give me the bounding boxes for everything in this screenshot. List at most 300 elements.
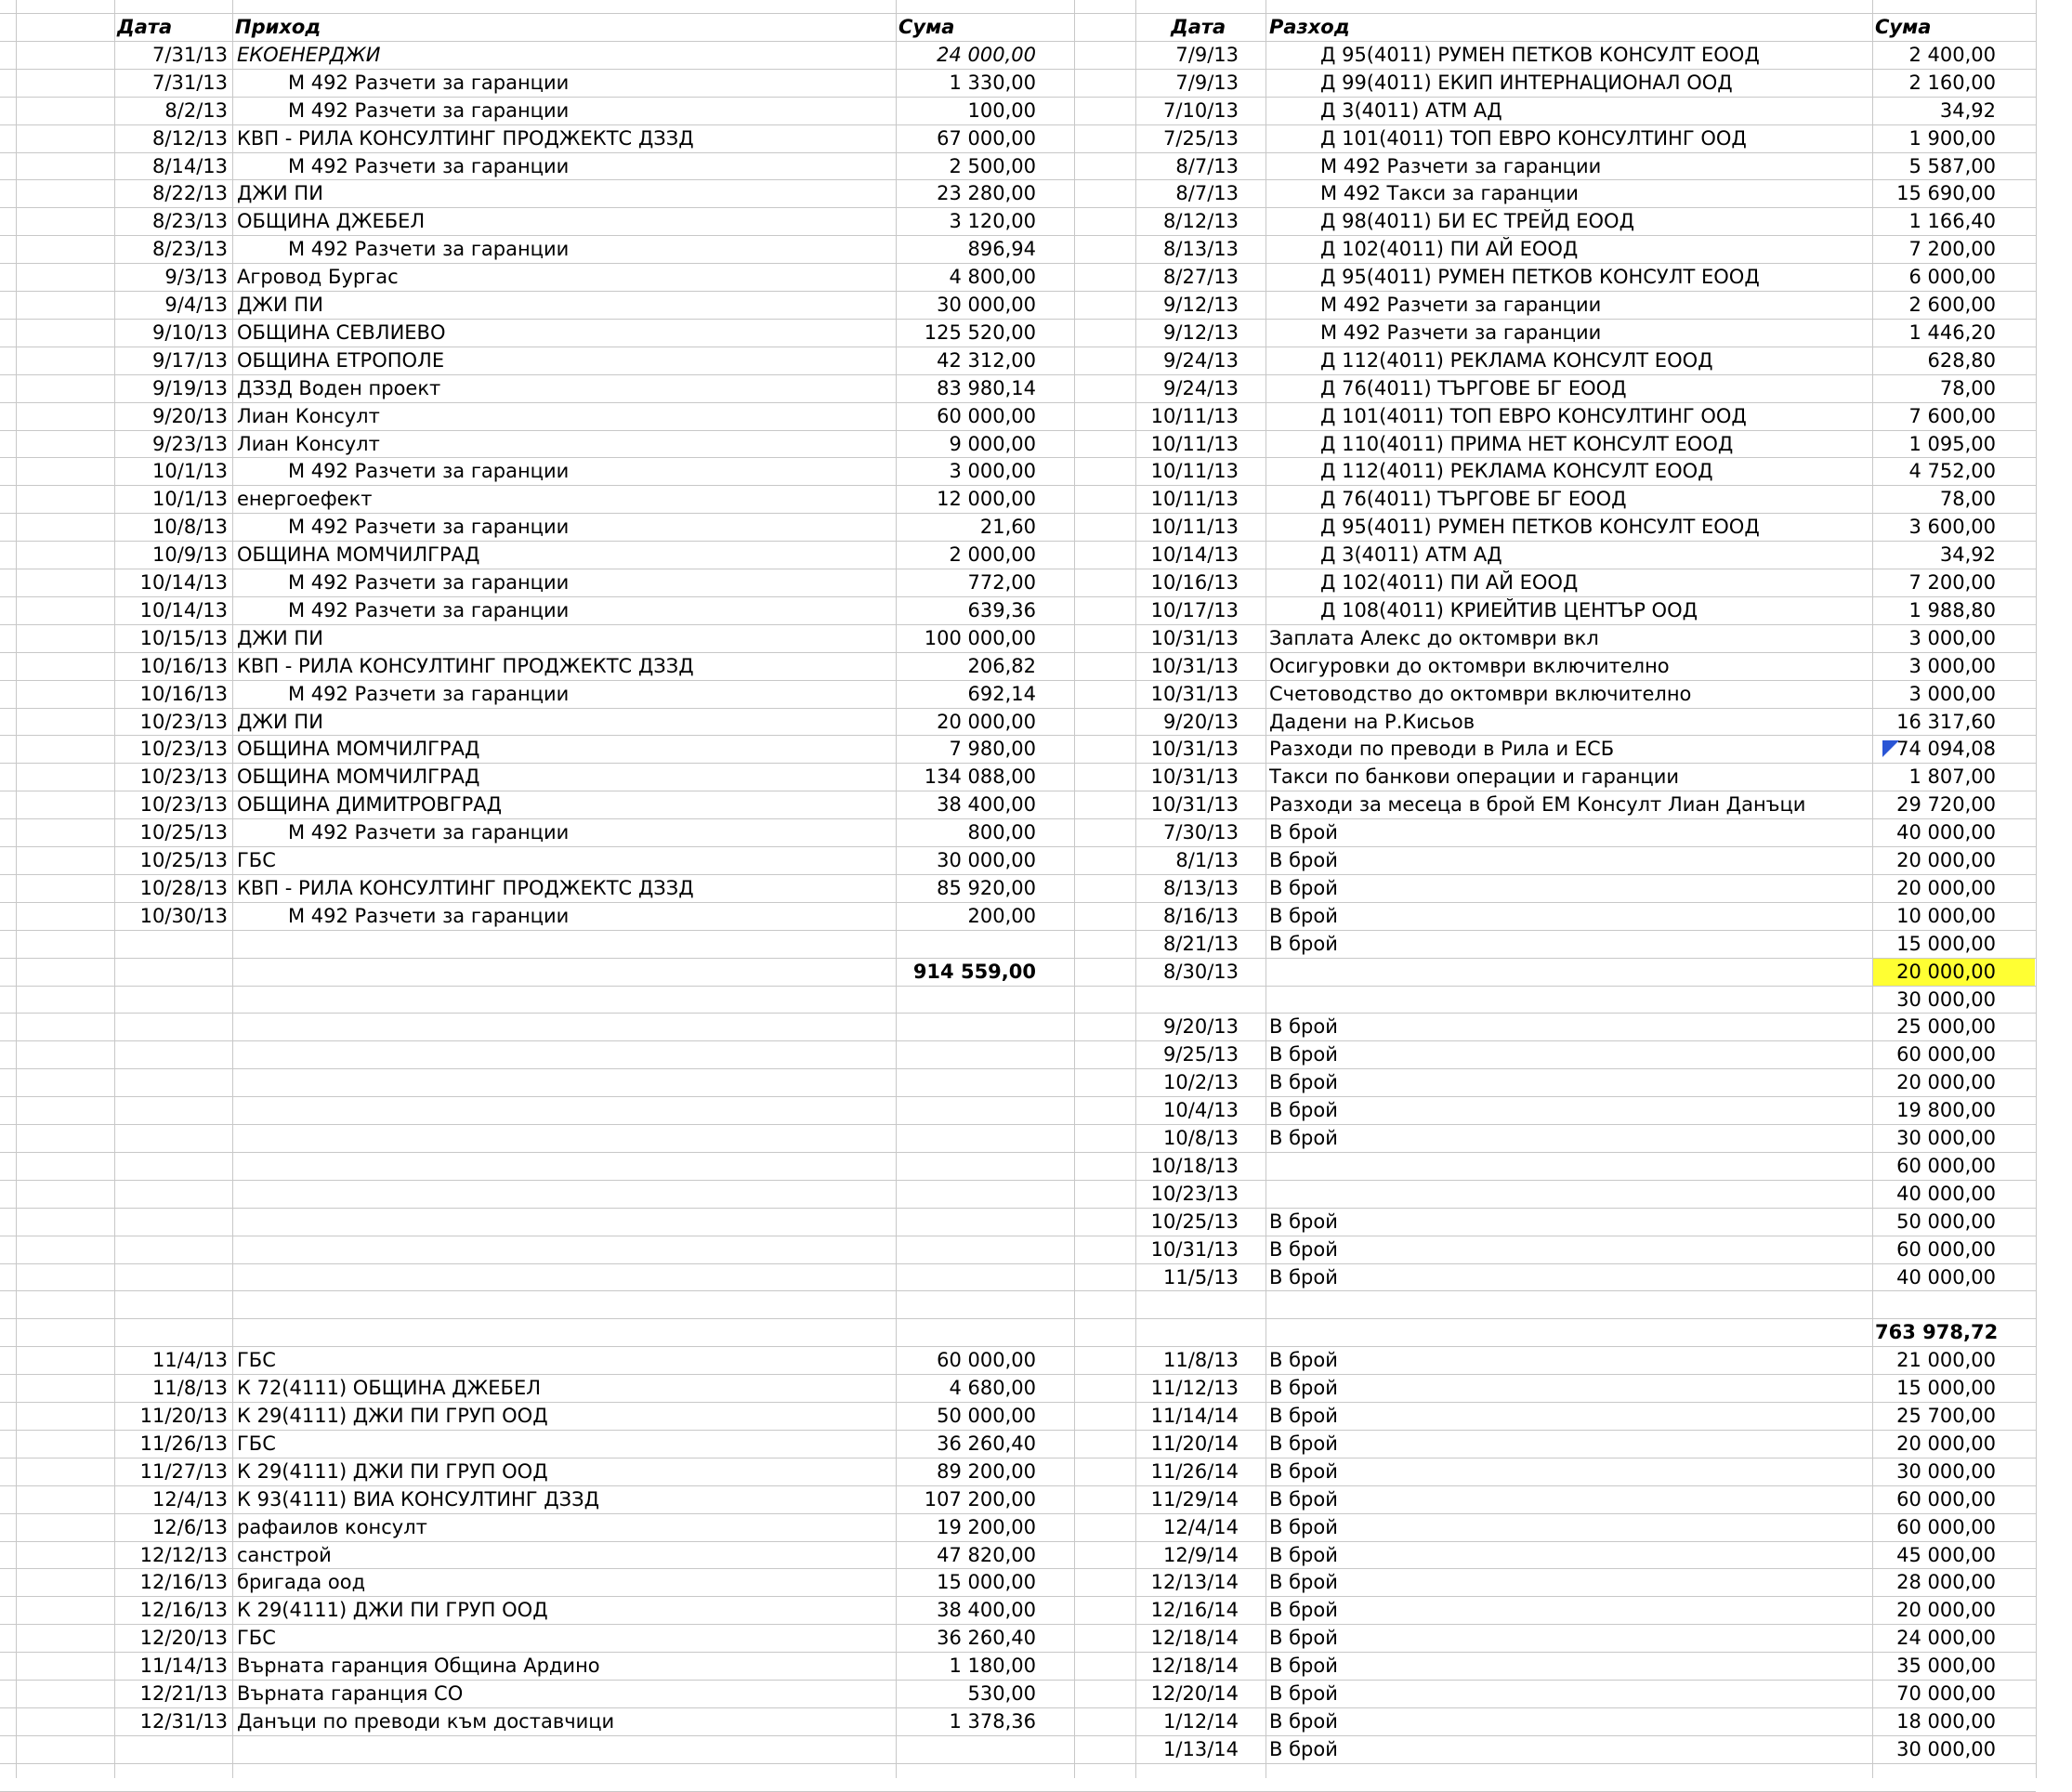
income-amount[interactable]: 639,36 bbox=[967, 599, 1036, 621]
expense-date[interactable]: 10/31/13 bbox=[1150, 793, 1239, 816]
expense-date[interactable] bbox=[1138, 986, 1239, 1014]
income-date[interactable]: 10/16/13 bbox=[139, 655, 228, 677]
income-amount[interactable]: 19 200,00 bbox=[937, 1516, 1036, 1538]
income-amount[interactable]: 3 000,00 bbox=[949, 460, 1036, 482]
income-description[interactable]: КВП - РИЛА КОНСУЛТИНГ ПРОДЖЕКТС ДЗЗД bbox=[237, 655, 694, 677]
expense-description[interactable]: В брой bbox=[1269, 1544, 1338, 1566]
income-amount[interactable]: 60 000,00 bbox=[937, 1349, 1036, 1371]
income-date[interactable]: 7/31/13 bbox=[152, 72, 228, 94]
income-date[interactable]: 9/23/13 bbox=[152, 433, 228, 455]
income-date[interactable]: 9/19/13 bbox=[152, 377, 228, 399]
expense-description[interactable] bbox=[1269, 1180, 1868, 1208]
income-amount[interactable]: 38 400,00 bbox=[937, 1599, 1036, 1621]
income-date[interactable]: 12/21/13 bbox=[139, 1682, 228, 1705]
expense-description[interactable]: В брой bbox=[1269, 1043, 1338, 1066]
expense-date[interactable]: 9/25/13 bbox=[1163, 1043, 1239, 1066]
expense-description[interactable]: Д 102(4011) ПИ АЙ ЕООД bbox=[1320, 571, 1579, 594]
expense-amount[interactable]: 20 000,00 bbox=[1896, 849, 1996, 871]
expense-amount[interactable]: 15 000,00 bbox=[1896, 933, 1996, 955]
income-date[interactable]: 10/23/13 bbox=[139, 793, 228, 816]
income-amount[interactable]: 107 200,00 bbox=[924, 1488, 1036, 1511]
expense-date[interactable]: 12/18/14 bbox=[1150, 1627, 1239, 1649]
income-date[interactable]: 10/15/13 bbox=[139, 627, 228, 649]
expense-amount[interactable]: 60 000,00 bbox=[1896, 1043, 1996, 1066]
expense-description[interactable]: В брой bbox=[1269, 877, 1338, 899]
header-expense-date[interactable]: Дата bbox=[1171, 16, 1226, 38]
expense-description[interactable] bbox=[1269, 958, 1868, 986]
expense-date[interactable]: 12/16/14 bbox=[1150, 1599, 1239, 1621]
expense-description[interactable]: В брой bbox=[1269, 1627, 1338, 1649]
expense-description[interactable]: Д 108(4011) КРИЕЙТИВ ЦЕНТЪР ООД bbox=[1320, 599, 1698, 621]
income-amount[interactable]: 30 000,00 bbox=[937, 849, 1036, 871]
income-amount[interactable]: 47 820,00 bbox=[937, 1544, 1036, 1566]
income-description[interactable]: ОБЩИНА ДЖЕБЕЛ bbox=[237, 210, 426, 232]
expense-amount[interactable]: 4 752,00 bbox=[1908, 460, 1996, 482]
income-date[interactable]: 10/14/13 bbox=[139, 599, 228, 621]
expense-description[interactable]: В брой bbox=[1269, 1599, 1338, 1621]
expense-date[interactable]: 11/29/14 bbox=[1150, 1488, 1239, 1511]
expense-date[interactable]: 10/31/13 bbox=[1150, 655, 1239, 677]
expense-date[interactable]: 11/5/13 bbox=[1163, 1266, 1239, 1288]
expense-description[interactable]: В брой bbox=[1269, 1127, 1338, 1149]
expense-description[interactable]: В брой bbox=[1269, 1516, 1338, 1538]
expense-amount[interactable]: 40 000,00 bbox=[1896, 821, 1996, 844]
expense-description[interactable]: М 492 Такси за гаранции bbox=[1320, 182, 1579, 204]
expense-date[interactable]: 11/8/13 bbox=[1163, 1349, 1239, 1371]
expense-description[interactable]: В брой bbox=[1269, 1377, 1338, 1399]
expense-date[interactable]: 10/11/13 bbox=[1150, 433, 1239, 455]
expense-description[interactable]: В брой bbox=[1269, 1238, 1338, 1261]
expense-amount[interactable]: 15 690,00 bbox=[1896, 182, 1996, 204]
expense-date[interactable]: 12/13/14 bbox=[1150, 1571, 1239, 1593]
expense-date[interactable]: 7/9/13 bbox=[1175, 44, 1239, 66]
expense-description[interactable]: В брой bbox=[1269, 1266, 1338, 1288]
income-amount[interactable]: 83 980,14 bbox=[937, 377, 1036, 399]
income-date[interactable]: 10/9/13 bbox=[152, 543, 228, 566]
income-amount[interactable]: 20 000,00 bbox=[937, 711, 1036, 733]
expense-description[interactable]: М 492 Разчети за гаранции bbox=[1320, 294, 1602, 316]
header-income-amount[interactable]: Сума bbox=[898, 16, 955, 38]
income-amount[interactable]: 1 378,36 bbox=[949, 1710, 1036, 1733]
expense-description[interactable]: В брой bbox=[1269, 849, 1338, 871]
income-amount[interactable]: 38 400,00 bbox=[937, 793, 1036, 816]
expense-description[interactable]: Счетоводство до октомври включително bbox=[1269, 683, 1692, 705]
income-description[interactable]: ОБЩИНА ДИМИТРОВГРАД bbox=[237, 793, 503, 816]
income-description[interactable]: енергоефект bbox=[237, 488, 373, 510]
income-description[interactable]: Лиан Консулт bbox=[237, 405, 380, 427]
income-description[interactable]: ГБС bbox=[237, 1432, 276, 1455]
expense-amount[interactable]: 2 600,00 bbox=[1908, 294, 1996, 316]
income-date[interactable]: 9/17/13 bbox=[152, 349, 228, 372]
income-description[interactable]: Агровод Бургас bbox=[237, 266, 399, 288]
expense-date[interactable]: 8/27/13 bbox=[1163, 266, 1239, 288]
income-amount[interactable]: 896,94 bbox=[967, 238, 1036, 260]
income-description[interactable]: Върната гаранция СО bbox=[237, 1682, 464, 1705]
expense-amount[interactable]: 28 000,00 bbox=[1896, 1571, 1996, 1593]
income-amount[interactable]: 1 330,00 bbox=[949, 72, 1036, 94]
expense-amount[interactable]: 24 000,00 bbox=[1896, 1627, 1996, 1649]
income-date[interactable]: 8/2/13 bbox=[164, 99, 228, 122]
income-description[interactable]: М 492 Разчети за гаранции bbox=[288, 571, 570, 594]
income-date[interactable]: 9/4/13 bbox=[164, 294, 228, 316]
income-date[interactable]: 9/20/13 bbox=[152, 405, 228, 427]
expense-description[interactable]: Д 102(4011) ПИ АЙ ЕООД bbox=[1320, 238, 1579, 260]
income-amount[interactable]: 772,00 bbox=[967, 571, 1036, 594]
expense-amount[interactable]: 20 000,00 bbox=[1896, 1432, 1996, 1455]
expense-description[interactable] bbox=[1269, 986, 1868, 1014]
income-amount[interactable]: 125 520,00 bbox=[924, 321, 1036, 344]
expense-date[interactable]: 1/12/14 bbox=[1163, 1710, 1239, 1733]
expense-amount[interactable]: 30 000,00 bbox=[1896, 1127, 1996, 1149]
expense-description[interactable]: Такси по банкови операции и гаранции bbox=[1269, 765, 1679, 788]
income-amount[interactable]: 4 800,00 bbox=[949, 266, 1036, 288]
income-amount[interactable]: 100 000,00 bbox=[924, 627, 1036, 649]
expense-description[interactable]: В брой bbox=[1269, 1210, 1338, 1233]
expense-date[interactable]: 8/7/13 bbox=[1175, 182, 1239, 204]
expense-date[interactable]: 7/25/13 bbox=[1163, 127, 1239, 150]
expense-date[interactable]: 9/12/13 bbox=[1163, 294, 1239, 316]
income-description[interactable]: ДЖИ ПИ bbox=[237, 182, 323, 204]
expense-description[interactable]: Д 3(4011) АТМ АД bbox=[1320, 99, 1502, 122]
income-date[interactable]: 10/1/13 bbox=[152, 460, 228, 482]
income-amount[interactable]: 67 000,00 bbox=[937, 127, 1036, 150]
expense-amount[interactable]: 78,00 bbox=[1939, 488, 1996, 510]
expense-amount[interactable]: 60 000,00 bbox=[1896, 1488, 1996, 1511]
expense-amount[interactable]: 30 000,00 bbox=[1896, 1738, 1996, 1760]
expense-amount[interactable]: 7 200,00 bbox=[1908, 571, 1996, 594]
expense-amount[interactable]: 34,92 bbox=[1939, 543, 1996, 566]
expense-amount[interactable]: 40 000,00 bbox=[1896, 1266, 1996, 1288]
expense-description[interactable]: Д 76(4011) ТЪРГОВЕ БГ ЕООД bbox=[1320, 488, 1627, 510]
expense-amount[interactable]: 50 000,00 bbox=[1896, 1210, 1996, 1233]
expense-description[interactable]: В брой bbox=[1269, 1488, 1338, 1511]
income-date[interactable]: 9/10/13 bbox=[152, 321, 228, 344]
expense-amount[interactable]: 1 900,00 bbox=[1908, 127, 1996, 150]
income-description[interactable]: М 492 Разчети за гаранции bbox=[288, 821, 570, 844]
expense-date[interactable]: 10/11/13 bbox=[1150, 516, 1239, 538]
income-date[interactable]: 8/23/13 bbox=[152, 210, 228, 232]
expense-description[interactable]: Д 112(4011) РЕКЛАМА КОНСУЛТ ЕООД bbox=[1320, 460, 1713, 482]
expense-description[interactable]: Д 101(4011) ТОП ЕВРО КОНСУЛТИНГ ООД bbox=[1320, 127, 1747, 150]
expense-amount[interactable]: 3 000,00 bbox=[1908, 683, 1996, 705]
expense-date[interactable]: 7/30/13 bbox=[1163, 821, 1239, 844]
expense-amount[interactable]: 1 807,00 bbox=[1908, 765, 1996, 788]
expense-amount[interactable]: 18 000,00 bbox=[1896, 1710, 1996, 1733]
income-date[interactable]: 10/30/13 bbox=[139, 905, 228, 927]
expense-description[interactable]: Заплата Алекс до октомври вкл bbox=[1269, 627, 1599, 649]
income-date[interactable]: 10/25/13 bbox=[139, 849, 228, 871]
expense-amount[interactable]: 45 000,00 bbox=[1896, 1544, 1996, 1566]
income-date[interactable]: 12/31/13 bbox=[139, 1710, 228, 1733]
income-amount[interactable]: 60 000,00 bbox=[937, 405, 1036, 427]
income-date[interactable]: 7/31/13 bbox=[152, 44, 228, 66]
income-date[interactable]: 10/23/13 bbox=[139, 711, 228, 733]
expense-amount[interactable]: 3 600,00 bbox=[1908, 516, 1996, 538]
income-date[interactable]: 11/4/13 bbox=[152, 1349, 228, 1371]
expense-date[interactable]: 10/31/13 bbox=[1150, 738, 1239, 760]
expense-description[interactable] bbox=[1269, 1152, 1868, 1180]
income-date[interactable]: 12/20/13 bbox=[139, 1627, 228, 1649]
income-description[interactable]: ОБЩИНА МОМЧИЛГРАД bbox=[237, 543, 480, 566]
income-description[interactable]: М 492 Разчети за гаранции bbox=[288, 599, 570, 621]
expenses-total[interactable]: 763 978,72 bbox=[1875, 1321, 1999, 1343]
expense-date[interactable]: 1/13/14 bbox=[1163, 1738, 1239, 1760]
income-amount[interactable]: 89 200,00 bbox=[937, 1460, 1036, 1483]
income-amount[interactable]: 134 088,00 bbox=[924, 765, 1036, 788]
income-amount[interactable]: 800,00 bbox=[967, 821, 1036, 844]
income-date[interactable]: 8/23/13 bbox=[152, 238, 228, 260]
expense-description[interactable]: В брой bbox=[1269, 933, 1338, 955]
expense-date[interactable]: 8/16/13 bbox=[1163, 905, 1239, 927]
income-date[interactable]: 10/23/13 bbox=[139, 738, 228, 760]
expense-date[interactable]: 8/1/13 bbox=[1175, 849, 1239, 871]
expense-amount[interactable]: 40 000,00 bbox=[1896, 1183, 1996, 1205]
expense-amount[interactable]: 60 000,00 bbox=[1896, 1516, 1996, 1538]
income-date[interactable]: 11/27/13 bbox=[139, 1460, 228, 1483]
expense-description[interactable]: Д 112(4011) РЕКЛАМА КОНСУЛТ ЕООД bbox=[1320, 349, 1713, 372]
expense-amount[interactable]: 1 446,20 bbox=[1908, 321, 1996, 344]
income-date[interactable]: 10/16/13 bbox=[139, 683, 228, 705]
income-date[interactable]: 10/28/13 bbox=[139, 877, 228, 899]
income-description[interactable]: ГБС bbox=[237, 1627, 276, 1649]
expense-amount[interactable]: 21 000,00 bbox=[1896, 1349, 1996, 1371]
income-amount[interactable]: 15 000,00 bbox=[937, 1571, 1036, 1593]
expense-description[interactable]: Д 3(4011) АТМ АД bbox=[1320, 543, 1502, 566]
expense-date[interactable]: 12/4/14 bbox=[1163, 1516, 1239, 1538]
expense-description[interactable]: Д 95(4011) РУМЕН ПЕТКОВ КОНСУЛТ ЕООД bbox=[1320, 44, 1760, 66]
expense-amount[interactable]: 2 400,00 bbox=[1908, 44, 1996, 66]
income-description[interactable]: М 492 Разчети за гаранции bbox=[288, 683, 570, 705]
income-amount[interactable]: 21,60 bbox=[979, 516, 1036, 538]
income-amount[interactable]: 30 000,00 bbox=[937, 294, 1036, 316]
expense-amount[interactable]: 10 000,00 bbox=[1896, 905, 1996, 927]
income-date[interactable]: 8/14/13 bbox=[152, 155, 228, 177]
income-amount[interactable]: 24 000,00 bbox=[937, 44, 1036, 66]
expense-date[interactable]: 10/11/13 bbox=[1150, 405, 1239, 427]
income-amount[interactable]: 42 312,00 bbox=[937, 349, 1036, 372]
expense-date[interactable]: 9/12/13 bbox=[1163, 321, 1239, 344]
income-description[interactable]: бригада оод bbox=[237, 1571, 366, 1593]
income-description[interactable]: М 492 Разчети за гаранции bbox=[288, 72, 570, 94]
income-amount[interactable]: 36 260,40 bbox=[937, 1432, 1036, 1455]
expense-amount[interactable]: 1 988,80 bbox=[1908, 599, 1996, 621]
income-description[interactable]: К 29(4111) ДЖИ ПИ ГРУП ООД bbox=[237, 1405, 548, 1427]
income-description[interactable]: ОБЩИНА ЕТРОПОЛЕ bbox=[237, 349, 445, 372]
income-description[interactable]: Лиан Консулт bbox=[237, 433, 380, 455]
expense-description[interactable]: В брой bbox=[1269, 1738, 1338, 1760]
header-income-date[interactable]: Дата bbox=[117, 16, 173, 38]
expense-description[interactable]: Д 110(4011) ПРИМА НЕТ КОНСУЛТ ЕООД bbox=[1320, 433, 1734, 455]
expense-description[interactable]: Разходи за месеца в брой ЕМ Консулт Лиан Данъци bbox=[1269, 793, 1806, 816]
income-amount[interactable]: 23 280,00 bbox=[937, 182, 1036, 204]
expense-date[interactable]: 7/10/13 bbox=[1163, 99, 1239, 122]
expense-date[interactable]: 8/13/13 bbox=[1163, 877, 1239, 899]
expense-amount[interactable]: 19 800,00 bbox=[1896, 1099, 1996, 1121]
expense-amount[interactable]: 74 094,08 bbox=[1896, 738, 1996, 760]
expense-description[interactable]: В брой bbox=[1269, 1349, 1338, 1371]
expense-amount[interactable]: 3 000,00 bbox=[1908, 655, 1996, 677]
expense-date[interactable]: 11/20/14 bbox=[1150, 1432, 1239, 1455]
income-amount[interactable]: 2 000,00 bbox=[949, 543, 1036, 566]
expense-description[interactable]: В брой bbox=[1269, 1405, 1338, 1427]
income-amount[interactable]: 692,14 bbox=[967, 683, 1036, 705]
expense-amount[interactable]: 3 000,00 bbox=[1908, 627, 1996, 649]
income-amount[interactable]: 12 000,00 bbox=[937, 488, 1036, 510]
income-date[interactable]: 11/20/13 bbox=[139, 1405, 228, 1427]
expense-date[interactable]: 10/2/13 bbox=[1163, 1071, 1239, 1093]
income-description[interactable]: К 29(4111) ДЖИ ПИ ГРУП ООД bbox=[237, 1460, 548, 1483]
income-amount[interactable]: 7 980,00 bbox=[949, 738, 1036, 760]
expense-description[interactable]: В брой bbox=[1269, 1710, 1338, 1733]
expense-amount[interactable]: 34,92 bbox=[1939, 99, 1996, 122]
expense-description[interactable]: Д 76(4011) ТЪРГОВЕ БГ ЕООД bbox=[1320, 377, 1627, 399]
expense-date[interactable]: 9/24/13 bbox=[1163, 349, 1239, 372]
expense-date[interactable]: 8/13/13 bbox=[1163, 238, 1239, 260]
income-description[interactable]: М 492 Разчети за гаранции bbox=[288, 516, 570, 538]
expense-amount[interactable]: 20 000,00 bbox=[1896, 877, 1996, 899]
expense-date[interactable]: 7/9/13 bbox=[1175, 72, 1239, 94]
expense-date[interactable]: 8/21/13 bbox=[1163, 933, 1239, 955]
income-amount[interactable]: 3 120,00 bbox=[949, 210, 1036, 232]
expense-amount[interactable]: 6 000,00 bbox=[1908, 266, 1996, 288]
expense-date[interactable]: 10/31/13 bbox=[1150, 683, 1239, 705]
income-date[interactable]: 11/26/13 bbox=[139, 1432, 228, 1455]
expense-date[interactable]: 10/14/13 bbox=[1150, 543, 1239, 566]
income-date[interactable]: 10/23/13 bbox=[139, 765, 228, 788]
income-date[interactable]: 12/4/13 bbox=[152, 1488, 228, 1511]
expense-date[interactable]: 10/8/13 bbox=[1163, 1127, 1239, 1149]
expense-amount[interactable]: 29 720,00 bbox=[1896, 793, 1996, 816]
income-description[interactable]: ГБС bbox=[237, 849, 276, 871]
income-amount[interactable]: 9 000,00 bbox=[949, 433, 1036, 455]
expense-description[interactable]: В брой bbox=[1269, 1099, 1338, 1121]
income-description[interactable]: К 29(4111) ДЖИ ПИ ГРУП ООД bbox=[237, 1599, 548, 1621]
header-expense[interactable]: Разход bbox=[1269, 16, 1350, 38]
expense-date[interactable]: 10/4/13 bbox=[1163, 1099, 1239, 1121]
expense-date[interactable]: 12/20/14 bbox=[1150, 1682, 1239, 1705]
income-description[interactable]: Върната гаранция Община Ардино bbox=[237, 1655, 600, 1677]
income-description[interactable]: ДЗЗД Воден проект bbox=[237, 377, 441, 399]
expense-amount[interactable]: 7 200,00 bbox=[1908, 238, 1996, 260]
expense-amount[interactable]: 20 000,00 bbox=[1896, 1599, 1996, 1621]
expense-date[interactable]: 11/26/14 bbox=[1150, 1460, 1239, 1483]
income-description[interactable]: М 492 Разчети за гаранции bbox=[288, 238, 570, 260]
expense-amount[interactable]: 20 000,00 bbox=[1896, 961, 1996, 983]
income-description[interactable]: ОБЩИНА МОМЧИЛГРАД bbox=[237, 738, 480, 760]
expense-date[interactable]: 10/11/13 bbox=[1150, 488, 1239, 510]
income-amount[interactable]: 530,00 bbox=[967, 1682, 1036, 1705]
income-amount[interactable]: 100,00 bbox=[967, 99, 1036, 122]
expense-date[interactable]: 10/16/13 bbox=[1150, 571, 1239, 594]
income-amount[interactable]: 206,82 bbox=[967, 655, 1036, 677]
income-description[interactable]: ДЖИ ПИ bbox=[237, 627, 323, 649]
expense-date[interactable]: 10/18/13 bbox=[1150, 1155, 1239, 1177]
income-description[interactable]: КВП - РИЛА КОНСУЛТИНГ ПРОДЖЕКТС ДЗЗД bbox=[237, 127, 694, 150]
expense-description[interactable]: В брой bbox=[1269, 1460, 1338, 1483]
income-amount[interactable]: 1 180,00 bbox=[949, 1655, 1036, 1677]
expense-amount[interactable]: 30 000,00 bbox=[1896, 1460, 1996, 1483]
expense-date[interactable]: 10/31/13 bbox=[1150, 1238, 1239, 1261]
expense-date[interactable]: 11/14/14 bbox=[1150, 1405, 1239, 1427]
income-description[interactable]: К 93(4111) ВИА КОНСУЛТИНГ ДЗЗД bbox=[237, 1488, 599, 1511]
expense-date[interactable]: 12/9/14 bbox=[1163, 1544, 1239, 1566]
expense-date[interactable]: 9/20/13 bbox=[1163, 711, 1239, 733]
expense-date[interactable]: 8/30/13 bbox=[1163, 961, 1239, 983]
expense-amount[interactable]: 60 000,00 bbox=[1896, 1155, 1996, 1177]
income-date[interactable]: 8/22/13 bbox=[152, 182, 228, 204]
expense-date[interactable]: 10/11/13 bbox=[1150, 460, 1239, 482]
income-date[interactable]: 12/16/13 bbox=[139, 1571, 228, 1593]
header-expense-amount[interactable]: Сума bbox=[1875, 16, 1932, 38]
expense-date[interactable]: 10/17/13 bbox=[1150, 599, 1239, 621]
income-date[interactable]: 12/12/13 bbox=[139, 1544, 228, 1566]
income-date[interactable]: 10/1/13 bbox=[152, 488, 228, 510]
income-amount[interactable]: 85 920,00 bbox=[937, 877, 1036, 899]
income-date[interactable]: 11/14/13 bbox=[139, 1655, 228, 1677]
income-date[interactable]: 8/12/13 bbox=[152, 127, 228, 150]
income-description[interactable]: ДЖИ ПИ bbox=[237, 294, 323, 316]
income-amount[interactable]: 36 260,40 bbox=[937, 1627, 1036, 1649]
expense-amount[interactable]: 78,00 bbox=[1939, 377, 1996, 399]
expense-description[interactable]: Д 95(4011) РУМЕН ПЕТКОВ КОНСУЛТ ЕООД bbox=[1320, 516, 1760, 538]
income-description[interactable]: М 492 Разчети за гаранции bbox=[288, 155, 570, 177]
income-date[interactable]: 10/14/13 bbox=[139, 571, 228, 594]
expense-description[interactable]: М 492 Разчети за гаранции bbox=[1320, 155, 1602, 177]
expense-amount[interactable]: 628,80 bbox=[1927, 349, 1996, 372]
expense-date[interactable]: 8/7/13 bbox=[1175, 155, 1239, 177]
income-date[interactable]: 10/25/13 bbox=[139, 821, 228, 844]
expense-date[interactable]: 10/31/13 bbox=[1150, 765, 1239, 788]
income-amount[interactable]: 50 000,00 bbox=[937, 1405, 1036, 1427]
expense-description[interactable]: М 492 Разчети за гаранции bbox=[1320, 321, 1602, 344]
income-description[interactable]: ГБС bbox=[237, 1349, 276, 1371]
header-income[interactable]: Приход bbox=[235, 16, 321, 38]
income-amount[interactable]: 2 500,00 bbox=[949, 155, 1036, 177]
expense-date[interactable]: 8/12/13 bbox=[1163, 210, 1239, 232]
expense-description[interactable]: Разходи по преводи в Рила и ЕСБ bbox=[1269, 738, 1615, 760]
income-date[interactable]: 10/8/13 bbox=[152, 516, 228, 538]
comment-indicator-icon[interactable] bbox=[1882, 740, 1899, 757]
expense-description[interactable]: В брой bbox=[1269, 1655, 1338, 1677]
income-date[interactable]: 12/16/13 bbox=[139, 1599, 228, 1621]
expense-date[interactable]: 10/23/13 bbox=[1150, 1183, 1239, 1205]
income-description[interactable]: ДЖИ ПИ bbox=[237, 711, 323, 733]
income-description[interactable]: М 492 Разчети за гаранции bbox=[288, 460, 570, 482]
expense-amount[interactable]: 30 000,00 bbox=[1896, 988, 1996, 1011]
expense-description[interactable]: Осигуровки до октомври включително bbox=[1269, 655, 1670, 677]
income-description[interactable]: М 492 Разчети за гаранции bbox=[288, 905, 570, 927]
expense-amount[interactable]: 20 000,00 bbox=[1896, 1071, 1996, 1093]
income-date[interactable]: 11/8/13 bbox=[152, 1377, 228, 1399]
expense-amount[interactable]: 7 600,00 bbox=[1908, 405, 1996, 427]
expense-amount[interactable]: 5 587,00 bbox=[1908, 155, 1996, 177]
expense-description[interactable]: Д 95(4011) РУМЕН ПЕТКОВ КОНСУЛТ ЕООД bbox=[1320, 266, 1760, 288]
expense-description[interactable]: В брой bbox=[1269, 821, 1338, 844]
expense-description[interactable]: В брой bbox=[1269, 1015, 1338, 1038]
income-description[interactable]: рафаилов консулт bbox=[237, 1516, 427, 1538]
income-description[interactable]: ЕКОЕНЕРДЖИ bbox=[237, 44, 381, 66]
income-description[interactable]: Данъци по преводи към доставчици bbox=[237, 1710, 615, 1733]
income-description[interactable]: санстрой bbox=[237, 1544, 332, 1566]
income-description[interactable]: ОБЩИНА МОМЧИЛГРАД bbox=[237, 765, 480, 788]
expense-description[interactable]: Д 101(4011) ТОП ЕВРО КОНСУЛТИНГ ООД bbox=[1320, 405, 1747, 427]
expense-description[interactable]: Дадени на Р.Кисьов bbox=[1269, 711, 1475, 733]
expense-amount[interactable]: 25 700,00 bbox=[1896, 1405, 1996, 1427]
income-description[interactable]: ОБЩИНА СЕВЛИЕВО bbox=[237, 321, 446, 344]
expense-amount[interactable]: 25 000,00 bbox=[1896, 1015, 1996, 1038]
expense-description[interactable]: В брой bbox=[1269, 1571, 1338, 1593]
expense-date[interactable]: 10/25/13 bbox=[1150, 1210, 1239, 1233]
